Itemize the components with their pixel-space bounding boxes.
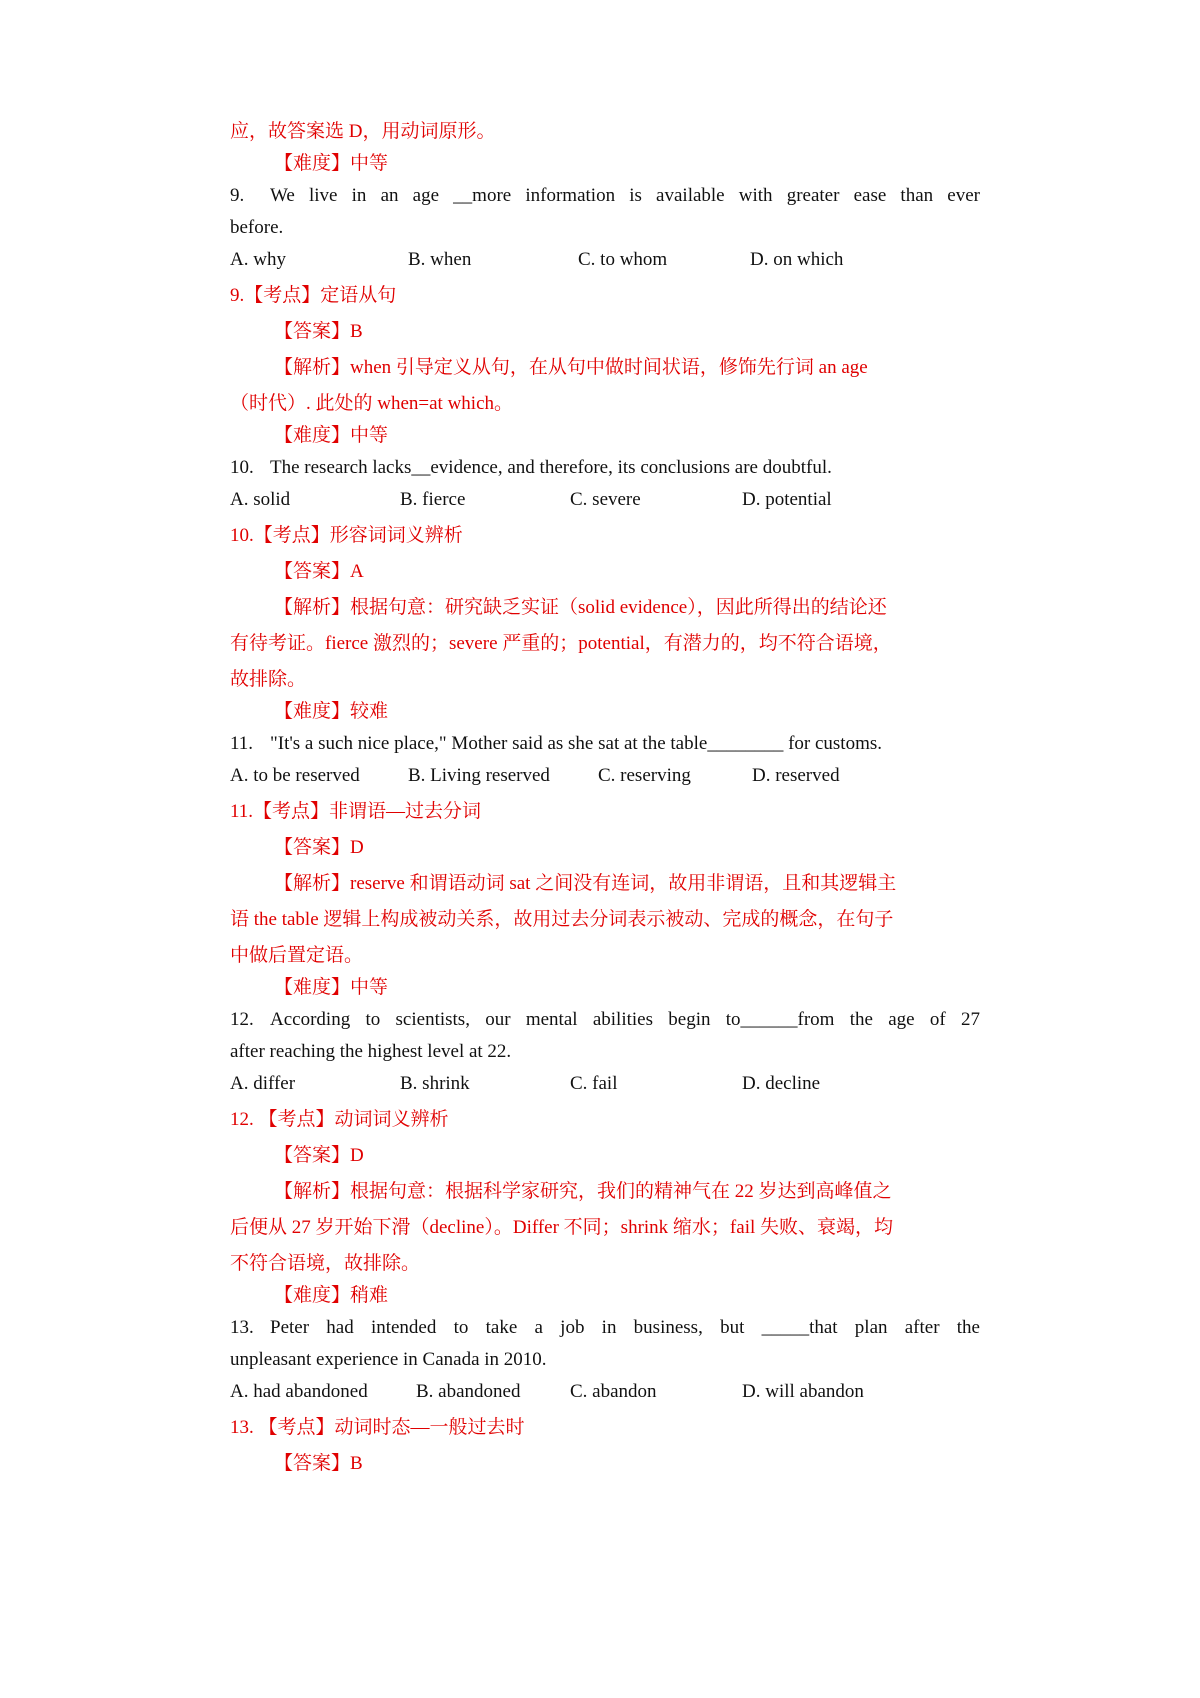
q9-stem: 9. We live in an age __more information is available with greater ease than ever: [230, 180, 980, 212]
q10-option-d: D. potential: [742, 489, 832, 510]
q9-point: 9.【考点】定语从句: [230, 285, 397, 306]
q12-stem: 12. According to scientists, our mental abilities begin to______from the age of 27: [230, 1004, 980, 1036]
q10-options: [230, 484, 980, 516]
q12-option-b: B. shrink: [400, 1073, 470, 1094]
q13-option-d: D. will abandon: [742, 1381, 864, 1402]
q13-option-c: C. abandon: [570, 1381, 657, 1402]
q11-difficulty: 【难度】中等: [274, 977, 389, 998]
q11-option-c: C. reserving: [598, 765, 691, 786]
q12-explanation-cont2: 不符合语境，故排除。: [230, 1253, 421, 1274]
q12-option-c: C. fail: [570, 1073, 618, 1094]
q10-point: 10.【考点】形容词词义辨析: [230, 525, 463, 546]
q10-option-b: B. fierce: [400, 489, 466, 510]
q10-answer: 【答案】A: [274, 561, 364, 582]
q12-number: 12.: [230, 1009, 254, 1030]
q11-option-d: D. reserved: [752, 765, 840, 786]
q12-explanation-cont: 后便从 27 岁开始下滑（decline）。Differ 不同；shrink 缩水；fail 失败、衰竭，均: [230, 1217, 893, 1238]
q10-option-a: A. solid: [230, 489, 291, 510]
q9-difficulty: 【难度】中等: [274, 425, 389, 446]
q13-options: [230, 1376, 980, 1408]
q9-answer: 【答案】B: [274, 321, 363, 342]
prev-difficulty: 【难度】中等: [274, 153, 389, 174]
document-page: [230, 116, 980, 1480]
q13-number: 13.: [230, 1317, 254, 1338]
q11-option-a: A. to be reserved: [230, 765, 360, 786]
q11-point: 11.【考点】非谓语—过去分词: [230, 801, 482, 822]
q9-option-c: C. to whom: [578, 249, 668, 270]
q10-number: 10.: [230, 457, 254, 478]
q9-number: 9.: [230, 185, 245, 206]
q12-options: [230, 1068, 980, 1100]
q10-stem: 10. The research lacks__evidence, and therefore, its conclusions are doubtful.: [230, 452, 980, 484]
q9-option-a: A. why: [230, 249, 286, 270]
q9-option-b: B. when: [408, 249, 472, 270]
q12-option-a: A. differ: [230, 1073, 296, 1094]
q11-explanation-cont: 语 the table 逻辑上构成被动关系，故用过去分词表示被动、完成的概念，在句子: [230, 909, 894, 930]
q13-option-a: A. had abandoned: [230, 1381, 368, 1402]
q9-stem-cont: before.: [230, 217, 284, 238]
prev-explanation-end: 应，故答案选 D，用动词原形。: [230, 121, 496, 142]
q11-stem: 11. "It's a such nice place," Mother said as she sat at the table________ for customs.: [230, 728, 980, 760]
q10-explanation-cont: 有待考证。fierce 激烈的；severe 严重的；potential，有潜力的，均不符合语境，: [230, 633, 892, 654]
q11-answer: 【答案】D: [274, 837, 364, 858]
q11-option-b: B. Living reserved: [408, 765, 550, 786]
q10-option-c: C. severe: [570, 489, 641, 510]
q9-explanation: 【解析】when 引导定义从句，在从句中做时间状语，修饰先行词 an age: [274, 357, 868, 378]
q12-stem-cont: after reaching the highest level at 22.: [230, 1041, 512, 1062]
q9-options: [230, 244, 980, 276]
q13-stem: 13. Peter had intended to take a job in business, but _____that plan after the: [230, 1312, 980, 1344]
q10-explanation: 【解析】根据句意：研究缺乏实证（solid evidence），因此所得出的结论还: [274, 597, 887, 618]
q9-option-d: D. on which: [750, 249, 844, 270]
q10-difficulty: 【难度】较难: [274, 701, 389, 722]
q11-number: 11.: [230, 733, 254, 754]
q12-difficulty: 【难度】稍难: [274, 1285, 389, 1306]
q11-explanation: 【解析】reserve 和谓语动词 sat 之间没有连词，故用非谓语，且和其逻辑主: [274, 873, 897, 894]
q11-options: [230, 760, 980, 792]
q9-explanation-cont: （时代）. 此处的 when=at which。: [230, 393, 514, 414]
q13-option-b: B. abandoned: [416, 1381, 521, 1402]
q12-explanation: 【解析】根据句意：根据科学家研究，我们的精神气在 22 岁达到高峰值之: [274, 1181, 892, 1202]
q12-point: 12. 【考点】动词词义辨析: [230, 1109, 449, 1130]
q12-option-d: D. decline: [742, 1073, 821, 1094]
q10-explanation-cont2: 故排除。: [230, 669, 307, 690]
q13-stem-cont: unpleasant experience in Canada in 2010.: [230, 1349, 547, 1370]
q13-point: 13. 【考点】动词时态—一般过去时: [230, 1417, 525, 1438]
q12-answer: 【答案】D: [274, 1145, 364, 1166]
q13-answer: 【答案】B: [274, 1453, 363, 1474]
q11-explanation-cont2: 中做后置定语。: [230, 945, 364, 966]
